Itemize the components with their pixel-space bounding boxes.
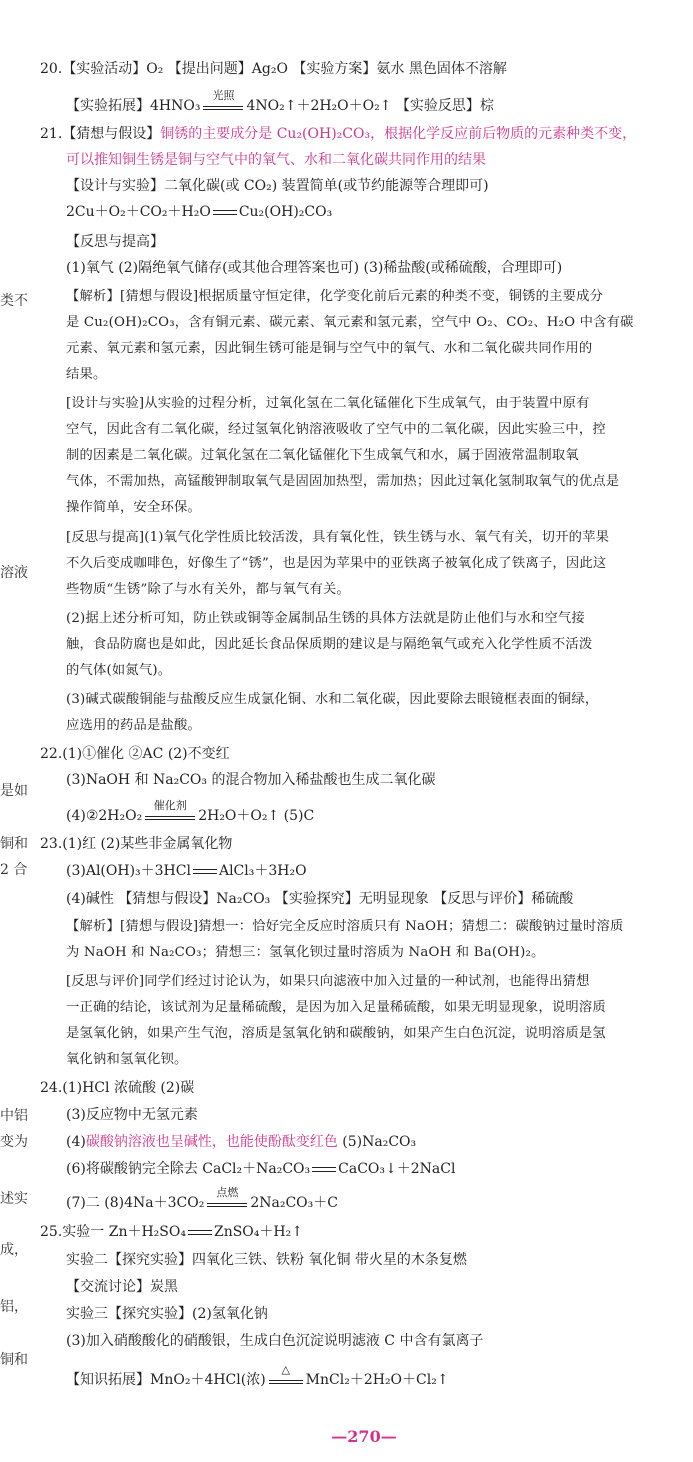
equals-sign (211, 202, 239, 222)
answer-20-extension: 【实验拓展】4HNO₃ 光照 4NO₂↑＋2H₂O＋O₂↑ 【实验反思】棕 (66, 89, 494, 114)
analysis-line: 气体，不需加热，高锰酸钾制取氧气是固固加热型，需加热；因此过氧化氢制取氧气的优点是 (66, 474, 620, 489)
answer-25-equation: 25.实验一 Zn＋H₂SO₄ ZnSO₄＋H₂↑ (40, 1224, 303, 1240)
margin-fragment: 成， (0, 1242, 28, 1258)
answer-25-line: 【交流讨论】炭黑 (66, 1279, 178, 1295)
analysis-line: 结果。 (66, 367, 107, 382)
reaction-condition-arrow: 点燃 (204, 1193, 250, 1213)
answer-25-equation: 【知识拓展】MnO₂＋4HCl(浓) △ MnCl₂＋2H₂O＋Cl₂↑ (66, 1363, 449, 1388)
margin-fragment: 铝， (0, 1299, 28, 1315)
margin-fragment: 中铝 (0, 1108, 28, 1124)
page-number: —270— (331, 1427, 397, 1446)
answer-24-equation: (6)将碳酸钠完全除去 CaCl₂＋Na₂CO₃ CaCO₃↓＋2NaCl (66, 1161, 456, 1177)
analysis-line: (3)碱式碳酸铜能与盐酸反应生成氯化铜、水和二氧化碳，因此要除去眼镜框表面的铜绿， (66, 692, 599, 707)
reaction-condition-arrow: 催化剂 (142, 806, 198, 826)
analysis-line: 是 Cu₂(OH)₂CO₃，含有铜元素、碳元素、氧元素和氢元素，空气中 O₂、CO₂、H₂O 中含有碳 (66, 315, 634, 330)
analysis-line: 触，食品防腐也是如此，因此延长食品保质期的建议是与隔绝氧气或充入化学性质不活泼 (66, 637, 593, 652)
analysis-line: (2)据上述分析可知，防止铁或铜等金属制品生锈的具体方法就是防止他们与水和空气接 (66, 611, 585, 626)
equals-sign (310, 1159, 338, 1179)
margin-fragment: 溶液 (0, 565, 28, 581)
answer-22-equation: (4)②2H₂O₂ 催化剂 2H₂O＋O₂↑ (5)C (66, 799, 315, 824)
equation-line: 2Cu＋O₂＋CO₂＋H₂O Cu₂(OH)₂CO₃ (66, 204, 333, 220)
answer-25-line: (3)加入硝酸酸化的硝酸银，生成白色沉淀说明滤液 C 中含有氯离子 (66, 1333, 484, 1349)
analysis-line: 为 NaOH 和 Na₂CO₃；猜想三：氢氧化钡过量时溶质为 NaOH 和 Ba(OH)₂。 (66, 945, 545, 960)
margin-fragment: 铜和 (0, 1352, 28, 1368)
equals-sign (191, 861, 219, 881)
analysis-line: [设计与实验]从实验的过程分析，过氧化氢在二氧化锰催化下生成氧气，由于装置中原有 (66, 396, 590, 411)
analysis-line: 操作简单，安全环保。 (66, 500, 201, 515)
analysis-line: 氧化钠和氢氧化钡。 (66, 1052, 188, 1067)
margin-fragment: 变为 (0, 1134, 28, 1150)
reaction-condition-arrow: △ (266, 1370, 306, 1390)
answer-21-reflection: (1)氧气 (2)隔绝氧气储存(或其他合理答案也可) (3)稀盐酸(或稀硫酸，合理即可) (66, 260, 563, 276)
analysis-line: 的气体(如氮气)。 (66, 663, 172, 678)
equals-sign (186, 1222, 214, 1242)
margin-fragment: 2 合 (0, 862, 28, 878)
answer-23-line: 23.(1)红 (2)某些非金属氧化物 (40, 836, 233, 852)
answer-21-highlight: 可以推知铜生锈是铜与空气中的氧气、水和二氧化碳共同作用的结果 (66, 152, 486, 168)
answer-24-line: (4)碳酸钠溶液也呈碱性，也能使酚酞变红色 (5)Na₂CO₃ (66, 1134, 417, 1150)
analysis-line: [反思与评价]同学们经过讨论认为，如果只向滤液中加入过量的一种试剂，也能得出猜想 (66, 974, 590, 989)
answer-22-line: (3)NaOH 和 Na₂CO₃ 的混合物加入稀盐酸也生成二氧化碳 (66, 772, 436, 788)
section-heading: 【反思与提高】 (66, 234, 164, 250)
answer-24-equation: (7)二 (8)4Na＋3CO₂ 点燃 2Na₂CO₃＋C (66, 1186, 338, 1211)
analysis-line: 制的因素是二氧化碳。过氧化氢在二氧化锰催化下生成氧气和水，属于固液常温制取氧 (66, 448, 579, 463)
analysis-line: 一正确的结论，该试剂为足量稀硫酸，是因为加入足量稀硫酸，如果无明显现象，说明溶质 (66, 1000, 606, 1015)
margin-fragment: 述实 (0, 1191, 28, 1207)
analysis-line: 应选用的药品是盐酸。 (66, 718, 201, 733)
analysis-line: 不久后变成咖啡色，好像生了“锈”，也是因为苹果中的亚铁离子被氧化成了铁离子，因此这 (66, 556, 607, 571)
answer-23-equation: (3)Al(OH)₃＋3HCl AlCl₃＋3H₂O (66, 863, 307, 879)
margin-fragment: 类不 (0, 293, 28, 309)
analysis-line: 【解析】[猜想与假设]猜想一：恰好完全反应时溶质只有 NaOH；猜想二：碳酸钠过量时溶质 (66, 919, 624, 934)
analysis-line: [反思与提高](1)氧气化学性质比较活泼，具有氧化性，铁生锈与水、氧气有关，切开的苹果 (66, 530, 610, 545)
answer-24-line: 24.(1)HCl 浓硫酸 (2)碳 (40, 1080, 195, 1096)
answer-24-line: (3)反应物中无氢元素 (66, 1107, 198, 1123)
answer-21-line: 21.【猜想与假设】铜锈的主要成分是 Cu₂(OH)₂CO₃，根据化学反应前后物质的元素种类不变， (40, 126, 637, 142)
answer-20-line: 20.【实验活动】O₂ 【提出问题】Ag₂O 【实验方案】氨水 黑色固体不溶解 (40, 61, 507, 77)
analysis-line: 元素、氧元素和氢元素，因此铜生锈可能是铜与空气中的氧气、水和二氧化碳共同作用的 (66, 341, 593, 356)
analysis-line: 是氢氧化钠，如果产生气泡，溶质是氢氧化钠和碳酸钠，如果产生白色沉淀，说明溶质是氢 (66, 1026, 606, 1041)
answer-22-line: 22.(1)①催化 ②AC (2)不变红 (40, 746, 230, 762)
analysis-line: 些物质“生锈”除了与水有关外，都与氧气有关。 (66, 582, 350, 597)
answer-25-line: 实验二【探究实验】四氧化三铁、铁粉 氧化铜 带火星的木条复燃 (66, 1252, 467, 1268)
answer-25-line: 实验三【探究实验】(2)氢氧化钠 (66, 1306, 268, 1322)
answer-23-line: (4)碱性 【猜想与假设】Na₂CO₃ 【实验探究】无明显现象 【反思与评价】稀硫酸 (66, 891, 574, 907)
reaction-condition-arrow: 光照 (200, 96, 246, 116)
margin-fragment: 是如 (0, 783, 28, 799)
analysis-line: 【解析】[猜想与假设]根据质量守恒定律，化学变化前后元素的种类不变，铜锈的主要成分 (66, 289, 604, 304)
margin-fragment: 铜和 (0, 836, 28, 852)
left-margin-fragments (0, 0, 30, 1462)
answer-21-design: 【设计与实验】二氧化碳(或 CO₂) 装置简单(或节约能源等合理即可) (66, 178, 489, 194)
analysis-line: 空气，因此含有二氧化碳，经过氢氧化钠溶液吸收了空气中的二氧化碳，因此实验三中，控 (66, 422, 606, 437)
